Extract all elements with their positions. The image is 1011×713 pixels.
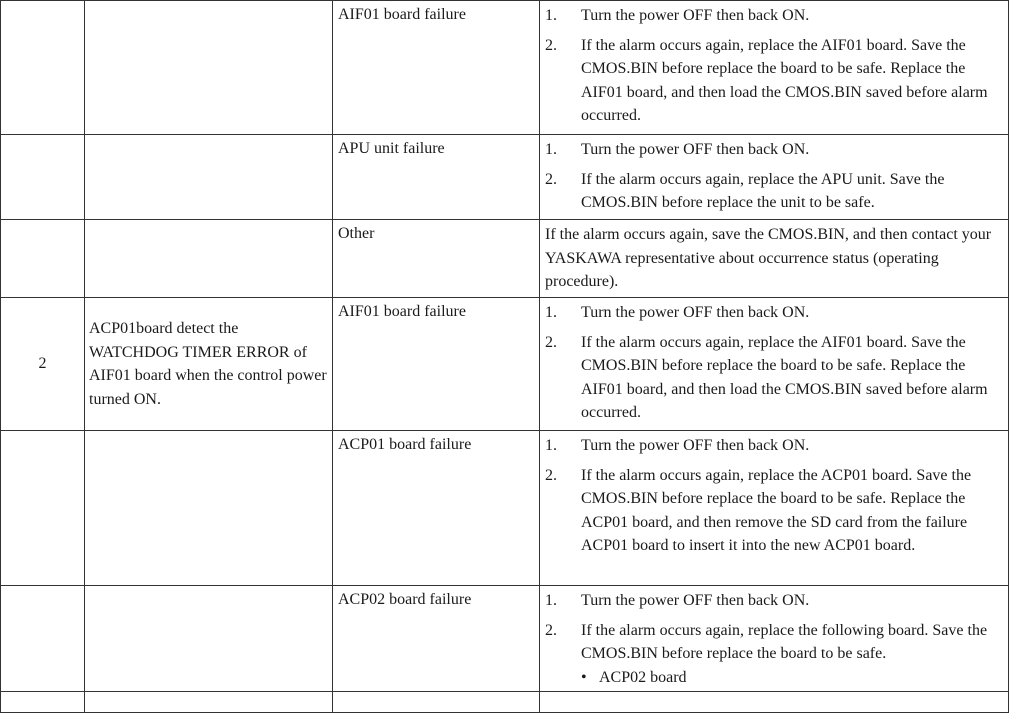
table-row [1,135,1009,220]
cause-cell: ACP01 board failure [333,431,540,586]
empty-cell [540,692,1009,713]
step-number: 1. [545,141,557,158]
remedy-step [545,4,994,28]
table-row-clipped [1,692,1009,713]
alarm-number-cell [1,1,85,135]
table-row [1,1,1009,135]
step-number: 1. [545,7,557,24]
remedy-text: If the alarm occurs again, save the CMOS.BIN, and then contact your YASKAWA representative about occurrence status (operating procedure). [545,226,992,290]
step-text: If the alarm occurs again, replace the AIF01 board. Save the CMOS.BIN before replace the board to be safe. Replace the AIF01 board, and then load the CMOS.BIN saved before alarm occurred. [581,333,988,421]
remedy-step [545,434,994,458]
alarm-number-cell [1,135,85,220]
table-row [1,586,1009,692]
remedy-steps [545,589,994,689]
remedy-cell [540,135,1009,220]
bullet-text: ACP02 board [599,668,687,686]
remedy-step [545,138,994,162]
step-body [581,619,994,690]
remedy-step [545,168,994,215]
alarm-number-cell [1,220,85,298]
bullet-mark: • [581,668,587,686]
step-number: 2. [545,621,557,639]
table-row [1,220,1009,298]
step-text: Turn the power OFF then back ON. [581,592,810,609]
remedy-step [545,589,994,613]
empty-cell [333,692,540,713]
cause-cell: ACP02 board failure [333,586,540,692]
cause-cell: APU unit failure [333,135,540,220]
empty-cell [1,692,85,713]
step-text: If the alarm occurs again, replace the following board. Save the CMOS.BIN before replace the board to be safe. [581,621,988,662]
step-text: If the alarm occurs again, replace the ACP01 board. Save the CMOS.BIN before replace the board to be safe. Replace the ACP01 board, and then remove the SD card from the failure ACP01 board to insert it into the new ACP01 board. [581,466,972,554]
cause-cell: Other [333,220,540,298]
alarm-description-cell [85,1,333,135]
remedy-steps [545,434,994,558]
step-number: 1. [545,437,557,454]
step-number: 2. [545,36,557,54]
table-row [1,298,1009,431]
remedy-cell [540,298,1009,431]
cause-cell: AIF01 board failure [333,1,540,135]
remedy-steps [545,301,994,425]
step-text: Turn the power OFF then back ON. [581,141,810,158]
remedy-step [545,619,994,690]
remedy-cell [540,220,1009,298]
step-number: 2. [545,170,557,188]
alarm-number-cell [1,431,85,586]
remedy-step [545,331,994,425]
remedy-steps [545,4,994,128]
step-text: If the alarm occurs again, replace the AIF01 board. Save the CMOS.BIN before replace the board to be safe. Replace the AIF01 board, and then load the CMOS.BIN saved before alarm occurred. [581,36,988,124]
remedy-step [545,301,994,325]
step-text: If the alarm occurs again, replace the APU unit. Save the CMOS.BIN before replace the unit to be safe. [581,170,945,211]
alarm-description-cell: ACP01board detect the WATCHDOG TIMER ERROR of AIF01 board when the control power turned ON. [85,298,333,431]
bullet-item [581,666,994,690]
step-number: 2. [545,466,557,484]
alarm-description-cell [85,135,333,220]
empty-cell [85,692,333,713]
table-row [1,431,1009,586]
step-number: 1. [545,592,557,609]
alarm-description-cell [85,220,333,298]
remedy-cell [540,1,1009,135]
step-number: 1. [545,304,557,321]
alarm-number-cell [1,586,85,692]
step-text: Turn the power OFF then back ON. [581,304,810,321]
remedy-cell [540,586,1009,692]
remedy-step [545,34,994,128]
alarm-description-cell [85,431,333,586]
step-text: Turn the power OFF then back ON. [581,7,810,24]
alarm-description-cell [85,586,333,692]
remedy-step [545,464,994,558]
alarm-number-cell: 2 [1,298,85,431]
remedy-steps [545,138,994,215]
remedy-cell [540,431,1009,586]
cause-cell: AIF01 board failure [333,298,540,431]
step-number: 2. [545,333,557,351]
step-text: Turn the power OFF then back ON. [581,437,810,454]
